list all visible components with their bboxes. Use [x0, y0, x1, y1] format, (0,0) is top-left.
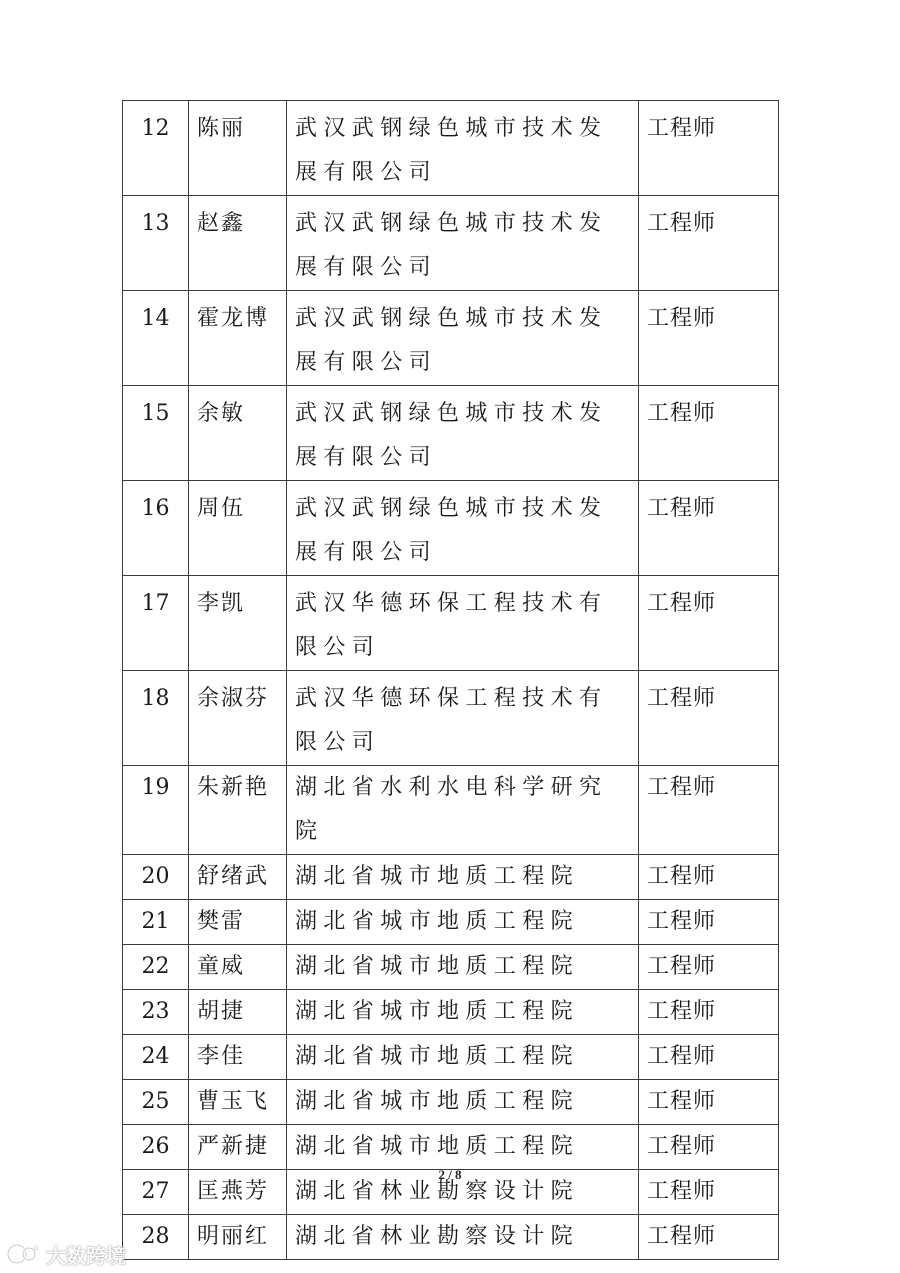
organization: 湖北省城市地质工程院 [287, 1035, 639, 1080]
organization: 武汉武钢绿色城市技术发展有限公司 [287, 291, 639, 386]
table-row [123, 1035, 779, 1080]
roster-table [122, 100, 779, 1260]
table-row [123, 1215, 779, 1260]
person-name: 李佳 [189, 1035, 287, 1080]
organization: 湖北省城市地质工程院 [287, 1125, 639, 1170]
job-title: 工程师 [639, 291, 779, 386]
row-number: 17 [123, 576, 189, 671]
page-number: 2 / 8 [438, 1167, 462, 1182]
table-row [123, 1125, 779, 1170]
person-name: 陈丽 [189, 101, 287, 196]
job-title: 工程师 [639, 671, 779, 766]
job-title: 工程师 [639, 1035, 779, 1080]
job-title: 工程师 [639, 196, 779, 291]
table-row [123, 386, 779, 481]
table-row [123, 855, 779, 900]
row-number: 26 [123, 1125, 189, 1170]
job-title: 工程师 [639, 990, 779, 1035]
job-title: 工程师 [639, 1170, 779, 1215]
job-title: 工程师 [639, 1125, 779, 1170]
person-name: 樊雷 [189, 900, 287, 945]
person-name: 曹玉飞 [189, 1080, 287, 1125]
table-row [123, 576, 779, 671]
job-title: 工程师 [639, 900, 779, 945]
job-title: 工程师 [639, 481, 779, 576]
row-number: 15 [123, 386, 189, 481]
row-number: 14 [123, 291, 189, 386]
row-number: 23 [123, 990, 189, 1035]
table-row [123, 945, 779, 990]
job-title: 工程师 [639, 1080, 779, 1125]
organization: 武汉华德环保工程技术有限公司 [287, 576, 639, 671]
person-name: 朱新艳 [189, 766, 287, 855]
table-row [123, 196, 779, 291]
person-name: 明丽红 [189, 1215, 287, 1260]
watermark-logo-icon [6, 1241, 40, 1267]
person-name: 霍龙博 [189, 291, 287, 386]
person-name: 李凯 [189, 576, 287, 671]
row-number: 19 [123, 766, 189, 855]
job-title: 工程师 [639, 766, 779, 855]
organization: 武汉武钢绿色城市技术发展有限公司 [287, 101, 639, 196]
organization: 武汉武钢绿色城市技术发展有限公司 [287, 196, 639, 291]
organization: 武汉武钢绿色城市技术发展有限公司 [287, 481, 639, 576]
job-title: 工程师 [639, 101, 779, 196]
row-number: 12 [123, 101, 189, 196]
table-row [123, 481, 779, 576]
table-row [123, 671, 779, 766]
row-number: 22 [123, 945, 189, 990]
organization: 湖北省林业勘察设计院 [287, 1215, 639, 1260]
job-title: 工程师 [639, 386, 779, 481]
person-name: 胡捷 [189, 990, 287, 1035]
row-number: 18 [123, 671, 189, 766]
job-title: 工程师 [639, 576, 779, 671]
person-name: 余淑芬 [189, 671, 287, 766]
person-name: 赵鑫 [189, 196, 287, 291]
row-number: 13 [123, 196, 189, 291]
job-title: 工程师 [639, 855, 779, 900]
organization: 湖北省城市地质工程院 [287, 1080, 639, 1125]
person-name: 童威 [189, 945, 287, 990]
job-title: 工程师 [639, 945, 779, 990]
table-row [123, 1080, 779, 1125]
person-name: 舒绪武 [189, 855, 287, 900]
organization: 湖北省城市地质工程院 [287, 990, 639, 1035]
table-row [123, 291, 779, 386]
row-number: 27 [123, 1170, 189, 1215]
organization: 湖北省水利水电科学研究院 [287, 766, 639, 855]
watermark [6, 1240, 126, 1268]
row-number: 20 [123, 855, 189, 900]
organization: 武汉武钢绿色城市技术发展有限公司 [287, 386, 639, 481]
table-row [123, 766, 779, 855]
person-name: 严新捷 [189, 1125, 287, 1170]
organization: 湖北省城市地质工程院 [287, 945, 639, 990]
person-name: 余敏 [189, 386, 287, 481]
job-title: 工程师 [639, 1215, 779, 1260]
table-row [123, 101, 779, 196]
organization: 湖北省城市地质工程院 [287, 900, 639, 945]
organization: 湖北省林业勘察设计院 [287, 1170, 639, 1215]
person-name: 周伍 [189, 481, 287, 576]
table-row [123, 900, 779, 945]
person-name: 匡燕芳 [189, 1170, 287, 1215]
row-number: 25 [123, 1080, 189, 1125]
watermark-text: 大数跨境 [46, 1243, 126, 1268]
row-number: 24 [123, 1035, 189, 1080]
row-number: 21 [123, 900, 189, 945]
table-row [123, 990, 779, 1035]
row-number: 16 [123, 481, 189, 576]
organization: 湖北省城市地质工程院 [287, 855, 639, 900]
organization: 武汉华德环保工程技术有限公司 [287, 671, 639, 766]
row-number: 28 [123, 1215, 189, 1260]
